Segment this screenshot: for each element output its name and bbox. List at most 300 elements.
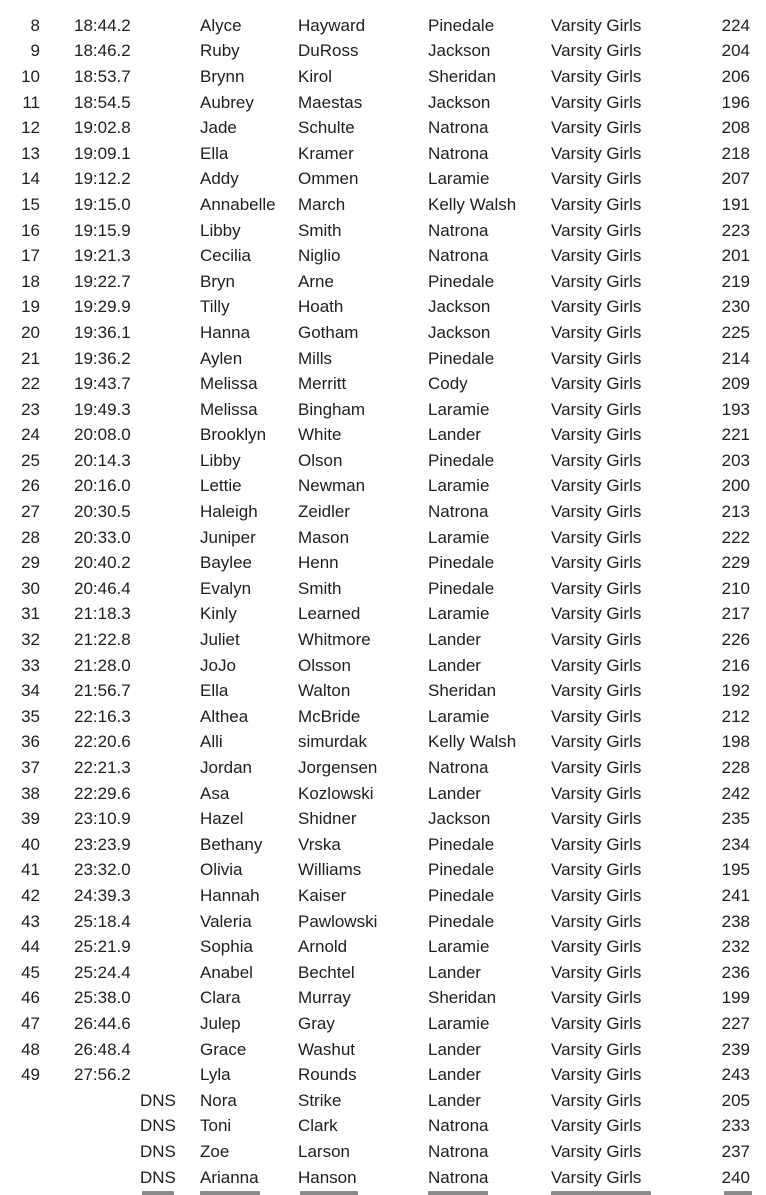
- table-row: [0, 141, 766, 167]
- school-cell: Lander: [428, 1065, 481, 1085]
- school-cell: Lander: [428, 962, 481, 982]
- first-name-cell: Brooklyn: [200, 425, 267, 445]
- table-row: [0, 346, 766, 372]
- school-cell: Laramie: [428, 937, 490, 957]
- first-name-cell: Evalyn: [200, 578, 252, 598]
- first-name-cell: Tilly: [200, 297, 230, 317]
- table-row: [0, 243, 766, 269]
- last-name-cell: Kaiser: [298, 885, 347, 905]
- last-name-cell: Murray: [298, 988, 351, 1008]
- division-cell: Varsity Girls: [551, 1167, 642, 1187]
- school-cell: Natrona: [428, 143, 489, 163]
- table-row: [0, 397, 766, 423]
- table-row: [0, 90, 766, 116]
- school-cell: Pinedale: [428, 834, 495, 854]
- school-cell: Laramie: [428, 527, 490, 547]
- bib-number-cell: 204: [721, 41, 750, 61]
- bib-number-cell: 240: [721, 1167, 750, 1187]
- last-name-cell: Gray: [298, 1013, 335, 1033]
- first-name-cell: Clara: [200, 988, 241, 1008]
- place-cell: 36: [21, 732, 40, 752]
- time-cell: 23:23.9: [74, 834, 131, 854]
- place-cell: 32: [21, 630, 40, 650]
- first-name-cell: Haleigh: [200, 502, 258, 522]
- place-cell: 28: [21, 527, 40, 547]
- last-name-cell: simurdak: [298, 732, 367, 752]
- last-name-cell: Bechtel: [298, 962, 355, 982]
- table-row: [0, 64, 766, 90]
- place-cell: 48: [21, 1039, 40, 1059]
- place-cell: 31: [21, 604, 40, 624]
- school-cell: Jackson: [428, 322, 491, 342]
- time-cell: 21:18.3: [74, 604, 131, 624]
- division-cell: Varsity Girls: [551, 220, 642, 240]
- division-cell: Varsity Girls: [551, 41, 642, 61]
- place-cell: 11: [22, 92, 40, 112]
- table-row: [0, 960, 766, 986]
- bib-number-cell: 206: [721, 66, 750, 86]
- first-name-cell: Olivia: [200, 860, 243, 880]
- bib-number-cell: 203: [721, 450, 750, 470]
- division-cell: Varsity Girls: [551, 271, 642, 291]
- school-cell: Lander: [428, 1039, 481, 1059]
- last-name-cell: DuRoss: [298, 41, 359, 61]
- last-name-cell: Vrska: [298, 834, 341, 854]
- last-name-cell: Larson: [298, 1141, 350, 1161]
- last-name-cell: Walton: [298, 681, 351, 701]
- division-cell: Varsity Girls: [551, 630, 642, 650]
- bib-number-cell: 217: [721, 604, 750, 624]
- first-name-cell: Althea: [200, 706, 249, 726]
- time-cell: 20:16.0: [74, 476, 131, 496]
- bib-number-cell: 239: [721, 1039, 750, 1059]
- school-cell: Pinedale: [428, 578, 495, 598]
- division-cell: Varsity Girls: [551, 476, 642, 496]
- division-cell: Varsity Girls: [551, 962, 642, 982]
- last-name-cell: Olsson: [298, 655, 351, 675]
- school-cell: Natrona: [428, 1167, 489, 1187]
- first-name-cell: Aylen: [200, 348, 243, 368]
- division-cell: Varsity Girls: [551, 732, 642, 752]
- table-row: [0, 167, 766, 193]
- school-cell: Jackson: [428, 297, 491, 317]
- school-cell: Jackson: [428, 809, 491, 829]
- place-cell: 42: [21, 885, 40, 905]
- time-cell: 22:20.6: [74, 732, 131, 752]
- last-name-cell: Maestas: [298, 92, 363, 112]
- school-cell: Lander: [428, 1090, 481, 1110]
- division-cell: Varsity Girls: [551, 885, 642, 905]
- division-cell: Varsity Girls: [551, 655, 642, 675]
- time-cell: 19:21.3: [74, 246, 131, 266]
- division-cell: Varsity Girls: [551, 937, 642, 957]
- last-name-cell: Kozlowski: [298, 783, 374, 803]
- division-cell: Varsity Girls: [551, 374, 642, 394]
- table-row: [0, 423, 766, 449]
- clipped-text-fragment: [142, 1191, 174, 1195]
- bib-number-cell: 232: [721, 937, 750, 957]
- table-row: [0, 550, 766, 576]
- bib-number-cell: 214: [721, 348, 750, 368]
- school-cell: Natrona: [428, 246, 489, 266]
- place-cell: 49: [21, 1065, 40, 1085]
- division-cell: Varsity Girls: [551, 988, 642, 1008]
- school-cell: Sheridan: [428, 66, 497, 86]
- clipped-next-row: [0, 1190, 766, 1195]
- time-cell: 20:46.4: [74, 578, 131, 598]
- time-cell: 27:56.2: [74, 1065, 131, 1085]
- last-name-cell: Clark: [298, 1116, 338, 1136]
- time-cell: 23:10.9: [74, 809, 131, 829]
- table-row: [0, 781, 766, 807]
- place-cell: 38: [21, 783, 40, 803]
- first-name-cell: Brynn: [200, 66, 245, 86]
- dns-status-cell: DNS: [140, 1116, 176, 1136]
- place-cell: 40: [21, 834, 40, 854]
- first-name-cell: Lettie: [200, 476, 242, 496]
- table-row: [0, 448, 766, 474]
- last-name-cell: Hayward: [298, 15, 366, 35]
- division-cell: Varsity Girls: [551, 1090, 642, 1110]
- time-cell: 21:22.8: [74, 630, 131, 650]
- division-cell: Varsity Girls: [551, 502, 642, 522]
- place-cell: 21: [21, 348, 40, 368]
- bib-number-cell: 229: [721, 553, 750, 573]
- division-cell: Varsity Girls: [551, 1116, 642, 1136]
- place-cell: 16: [21, 220, 40, 240]
- division-cell: Varsity Girls: [551, 860, 642, 880]
- bib-number-cell: 218: [721, 143, 750, 163]
- division-cell: Varsity Girls: [551, 834, 642, 854]
- time-cell: 19:15.0: [74, 194, 131, 214]
- division-cell: Varsity Girls: [551, 297, 642, 317]
- school-cell: Natrona: [428, 1141, 489, 1161]
- table-row: [0, 269, 766, 295]
- table-row: [0, 192, 766, 218]
- table-row: [0, 1037, 766, 1063]
- last-name-cell: Zeidler: [298, 502, 350, 522]
- school-cell: Sheridan: [428, 681, 497, 701]
- time-cell: 20:30.5: [74, 502, 131, 522]
- division-cell: Varsity Girls: [551, 143, 642, 163]
- table-row: [0, 13, 766, 39]
- place-cell: 41: [21, 860, 40, 880]
- first-name-cell: Bethany: [200, 834, 263, 854]
- table-row: [0, 883, 766, 909]
- time-cell: 18:44.2: [74, 15, 131, 35]
- first-name-cell: Aubrey: [200, 92, 254, 112]
- bib-number-cell: 208: [721, 118, 750, 138]
- place-cell: 14: [21, 169, 40, 189]
- school-cell: Laramie: [428, 399, 490, 419]
- time-cell: 20:33.0: [74, 527, 131, 547]
- division-cell: Varsity Girls: [551, 706, 642, 726]
- place-cell: 17: [21, 246, 40, 266]
- first-name-cell: Zoe: [200, 1141, 230, 1161]
- first-name-cell: Julep: [200, 1013, 241, 1033]
- place-cell: 44: [21, 937, 40, 957]
- bib-number-cell: 209: [721, 374, 750, 394]
- time-cell: 23:32.0: [74, 860, 131, 880]
- last-name-cell: Smith: [298, 220, 342, 240]
- time-cell: 19:02.8: [74, 118, 131, 138]
- time-cell: 26:48.4: [74, 1039, 131, 1059]
- place-cell: 20: [21, 322, 40, 342]
- bib-number-cell: 223: [721, 220, 750, 240]
- first-name-cell: Toni: [200, 1116, 232, 1136]
- table-row: [0, 499, 766, 525]
- school-cell: Pinedale: [428, 553, 495, 573]
- bib-number-cell: 225: [721, 322, 750, 342]
- clipped-text-fragment: [200, 1191, 260, 1195]
- place-cell: 34: [21, 681, 40, 701]
- first-name-cell: Hanna: [200, 322, 251, 342]
- time-cell: 18:53.7: [74, 66, 131, 86]
- school-cell: Jackson: [428, 41, 491, 61]
- time-cell: 18:54.5: [74, 92, 131, 112]
- time-cell: 22:16.3: [74, 706, 131, 726]
- last-name-cell: Smith: [298, 578, 342, 598]
- bib-number-cell: 242: [721, 783, 750, 803]
- school-cell: Laramie: [428, 476, 490, 496]
- place-cell: 39: [21, 809, 40, 829]
- place-cell: 13: [21, 143, 40, 163]
- dns-status-cell: DNS: [140, 1090, 176, 1110]
- last-name-cell: Bingham: [298, 399, 366, 419]
- last-name-cell: Olson: [298, 450, 343, 470]
- bib-number-cell: 233: [721, 1116, 750, 1136]
- bib-number-cell: 227: [721, 1013, 750, 1033]
- bib-number-cell: 234: [721, 834, 750, 854]
- place-cell: 19: [21, 297, 40, 317]
- bib-number-cell: 200: [721, 476, 750, 496]
- first-name-cell: Hazel: [200, 809, 244, 829]
- last-name-cell: Hoath: [298, 297, 344, 317]
- time-cell: 19:12.2: [74, 169, 131, 189]
- bib-number-cell: 221: [721, 425, 750, 445]
- table-row: [0, 576, 766, 602]
- bib-number-cell: 193: [721, 399, 750, 419]
- time-cell: 25:24.4: [74, 962, 131, 982]
- last-name-cell: Arne: [298, 271, 334, 291]
- school-cell: Natrona: [428, 758, 489, 778]
- first-name-cell: Juliet: [200, 630, 240, 650]
- division-cell: Varsity Girls: [551, 348, 642, 368]
- table-row: [0, 858, 766, 884]
- division-cell: Varsity Girls: [551, 553, 642, 573]
- division-cell: Varsity Girls: [551, 681, 642, 701]
- table-row: [0, 295, 766, 321]
- table-row: [0, 371, 766, 397]
- place-cell: 25: [21, 450, 40, 470]
- last-name-cell: Kirol: [298, 66, 333, 86]
- last-name-cell: Shidner: [298, 809, 357, 829]
- school-cell: Laramie: [428, 1013, 490, 1033]
- bib-number-cell: 237: [721, 1141, 750, 1161]
- table-row: [0, 39, 766, 65]
- time-cell: 21:28.0: [74, 655, 131, 675]
- division-cell: Varsity Girls: [551, 322, 642, 342]
- bib-number-cell: 207: [721, 169, 750, 189]
- place-cell: 37: [21, 758, 40, 778]
- first-name-cell: Arianna: [200, 1167, 259, 1187]
- first-name-cell: Nora: [200, 1090, 237, 1110]
- bib-number-cell: 222: [721, 527, 750, 547]
- division-cell: Varsity Girls: [551, 783, 642, 803]
- time-cell: 19:43.7: [74, 374, 131, 394]
- division-cell: Varsity Girls: [551, 1065, 642, 1085]
- time-cell: 26:44.6: [74, 1013, 131, 1033]
- school-cell: Natrona: [428, 118, 489, 138]
- last-name-cell: Newman: [298, 476, 366, 496]
- table-row: [0, 730, 766, 756]
- bib-number-cell: 210: [721, 578, 750, 598]
- place-cell: 23: [21, 399, 40, 419]
- table-row: [0, 1062, 766, 1088]
- bib-number-cell: 241: [721, 885, 750, 905]
- last-name-cell: Henn: [298, 553, 339, 573]
- school-cell: Jackson: [428, 92, 491, 112]
- time-cell: 19:36.1: [74, 322, 131, 342]
- last-name-cell: Williams: [298, 860, 362, 880]
- school-cell: Cody: [428, 374, 468, 394]
- division-cell: Varsity Girls: [551, 758, 642, 778]
- bib-number-cell: 226: [721, 630, 750, 650]
- school-cell: Pinedale: [428, 885, 495, 905]
- place-cell: 29: [21, 553, 40, 573]
- place-cell: 43: [21, 911, 40, 931]
- division-cell: Varsity Girls: [551, 15, 642, 35]
- table-row: [0, 627, 766, 653]
- division-cell: Varsity Girls: [551, 1013, 642, 1033]
- time-cell: 25:21.9: [74, 937, 131, 957]
- division-cell: Varsity Girls: [551, 425, 642, 445]
- first-name-cell: Addy: [200, 169, 239, 189]
- last-name-cell: Pawlowski: [298, 911, 378, 931]
- table-row: [0, 474, 766, 500]
- last-name-cell: March: [298, 194, 346, 214]
- time-cell: 20:40.2: [74, 553, 131, 573]
- bib-number-cell: 196: [721, 92, 750, 112]
- time-cell: 19:36.2: [74, 348, 131, 368]
- time-cell: 18:46.2: [74, 41, 131, 61]
- last-name-cell: Washut: [298, 1039, 356, 1059]
- bib-number-cell: 212: [721, 706, 750, 726]
- time-cell: 24:39.3: [74, 885, 131, 905]
- school-cell: Kelly Walsh: [428, 194, 517, 214]
- last-name-cell: White: [298, 425, 342, 445]
- first-name-cell: Asa: [200, 783, 230, 803]
- bib-number-cell: 230: [721, 297, 750, 317]
- first-name-cell: Sophia: [200, 937, 253, 957]
- last-name-cell: Ommen: [298, 169, 359, 189]
- first-name-cell: Juniper: [200, 527, 256, 547]
- division-cell: Varsity Girls: [551, 604, 642, 624]
- table-row: [0, 115, 766, 141]
- division-cell: Varsity Girls: [551, 578, 642, 598]
- table-row: [0, 934, 766, 960]
- place-cell: 47: [21, 1013, 40, 1033]
- last-name-cell: Learned: [298, 604, 361, 624]
- bib-number-cell: 243: [721, 1065, 750, 1085]
- time-cell: 20:08.0: [74, 425, 131, 445]
- place-cell: 18: [21, 271, 40, 291]
- clipped-text-fragment: [551, 1191, 651, 1195]
- first-name-cell: Ella: [200, 143, 229, 163]
- table-row: [0, 1114, 766, 1140]
- first-name-cell: Bryn: [200, 271, 235, 291]
- first-name-cell: Libby: [200, 450, 241, 470]
- school-cell: Pinedale: [428, 860, 495, 880]
- time-cell: 19:22.7: [74, 271, 131, 291]
- division-cell: Varsity Girls: [551, 246, 642, 266]
- place-cell: 12: [21, 118, 40, 138]
- place-cell: 27: [21, 502, 40, 522]
- school-cell: Lander: [428, 655, 481, 675]
- table-row: [0, 909, 766, 935]
- school-cell: Kelly Walsh: [428, 732, 517, 752]
- place-cell: 46: [21, 988, 40, 1008]
- bib-number-cell: 191: [721, 194, 750, 214]
- last-name-cell: Mills: [298, 348, 332, 368]
- bib-number-cell: 201: [721, 246, 750, 266]
- bib-number-cell: 199: [721, 988, 750, 1008]
- bib-number-cell: 192: [721, 681, 750, 701]
- table-row: [0, 602, 766, 628]
- school-cell: Laramie: [428, 169, 490, 189]
- table-row: [0, 525, 766, 551]
- first-name-cell: Hannah: [200, 885, 260, 905]
- place-cell: 24: [21, 425, 40, 445]
- school-cell: Pinedale: [428, 348, 495, 368]
- last-name-cell: Gotham: [298, 322, 359, 342]
- school-cell: Lander: [428, 425, 481, 445]
- table-row: [0, 832, 766, 858]
- clipped-text-fragment: [724, 1191, 752, 1195]
- bib-number-cell: 213: [721, 502, 750, 522]
- table-row: [0, 1165, 766, 1191]
- first-name-cell: Libby: [200, 220, 241, 240]
- first-name-cell: Melissa: [200, 399, 258, 419]
- last-name-cell: Strike: [298, 1090, 342, 1110]
- first-name-cell: Valeria: [200, 911, 252, 931]
- division-cell: Varsity Girls: [551, 911, 642, 931]
- school-cell: Pinedale: [428, 271, 495, 291]
- division-cell: Varsity Girls: [551, 194, 642, 214]
- place-cell: 8: [30, 15, 40, 35]
- last-name-cell: Whitmore: [298, 630, 371, 650]
- table-row: [0, 1011, 766, 1037]
- first-name-cell: JoJo: [200, 655, 236, 675]
- bib-number-cell: 205: [721, 1090, 750, 1110]
- first-name-cell: Lyla: [200, 1065, 231, 1085]
- school-cell: Pinedale: [428, 911, 495, 931]
- table-row: [0, 986, 766, 1012]
- table-row: [0, 320, 766, 346]
- division-cell: Varsity Girls: [551, 66, 642, 86]
- first-name-cell: Baylee: [200, 553, 252, 573]
- first-name-cell: Ruby: [200, 41, 240, 61]
- last-name-cell: Rounds: [298, 1065, 357, 1085]
- bib-number-cell: 224: [721, 15, 750, 35]
- last-name-cell: Jorgensen: [298, 758, 378, 778]
- division-cell: Varsity Girls: [551, 809, 642, 829]
- bib-number-cell: 219: [721, 271, 750, 291]
- time-cell: 19:49.3: [74, 399, 131, 419]
- time-cell: 25:18.4: [74, 911, 131, 931]
- division-cell: Varsity Girls: [551, 527, 642, 547]
- last-name-cell: McBride: [298, 706, 361, 726]
